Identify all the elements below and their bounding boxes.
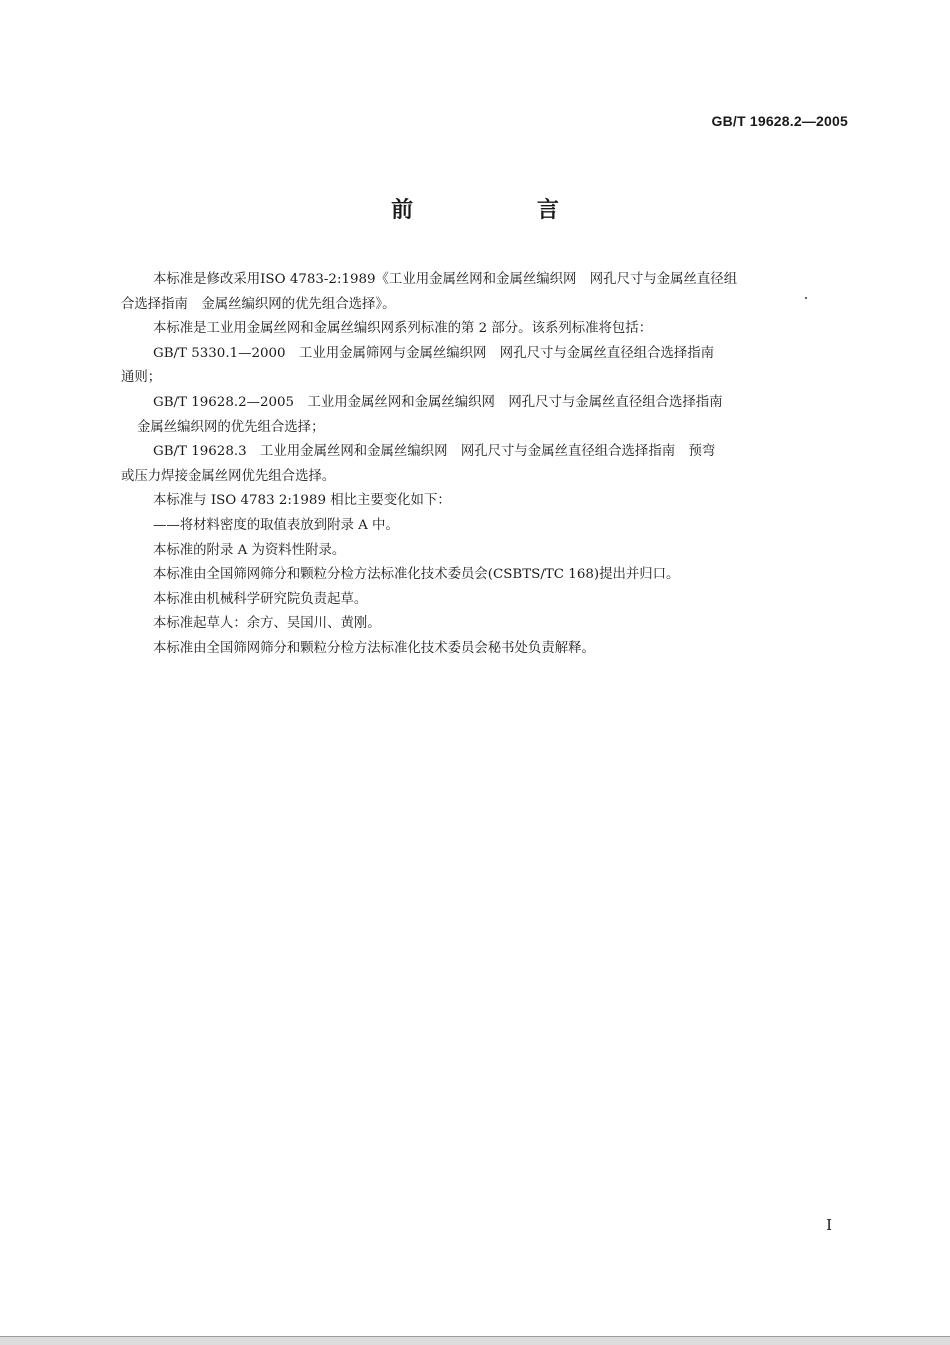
paragraph-series [121,317,849,342]
paragraph-changes [121,489,849,514]
page-number: I [826,1216,832,1234]
text-line: GB/T 19628.2—2005 工业用金属丝网和金属丝编织网 网孔尺寸与金属丝直径组合选择指南 [153,394,723,410]
paragraph-change-item [121,514,849,539]
paragraph-series-part1 [121,342,849,391]
paragraph-interpretation [121,637,849,662]
foreword-body [121,268,849,662]
text-line: 或压力焊接金属丝网优先组合选择。 [121,468,336,484]
text-line: 本标准是修改采用ISO 4783-2:1989《工业用金属丝网和金属丝编织网 网孔尺寸与金属丝直径组 [153,272,738,287]
paragraph-annex [121,539,849,564]
text-line: 本标准由机械科学研究院负责起草。 [153,591,368,607]
text-line: 本标准与 ISO 4783 2:1989 相比主要变化如下： [153,493,451,509]
page-title: 前 言 [391,198,617,223]
text-line: 本标准由全国筛网筛分和颗粒分检方法标准化技术委员会秘书处负责解释。 [153,640,595,656]
paragraph-drafting-org [121,588,849,613]
paragraph-adoption [121,268,849,317]
paragraph-proposer [121,563,849,588]
text-line: 本标准的附录 A 为资料性附录。 [153,542,346,558]
text-line: 合选择指南 金属丝编织网的优先组合选择》。 [121,296,396,312]
paragraph-series-part2 [121,391,849,440]
text-line: 本标准起草人：余方、吴国川、黄刚。 [153,616,381,632]
text-line: GB/T 19628.3 工业用金属丝网和金属丝编织网 网孔尺寸与金属丝直径组合选择指南 预弯 [153,444,716,460]
text-line: 本标准由全国筛网筛分和颗粒分检方法标准化技术委员会(CSBTS/TC 168)提出并归口。 [153,567,680,583]
standard-code: GB/T 19628.2—2005 [711,113,848,129]
text-line: 通则； [121,370,162,386]
text-line: ——将材料密度的取值表放到附录 A 中。 [153,517,399,533]
text-line: 本标准是工业用金属丝网和金属丝编织网系列标准的第 2 部分。该系列标准将包括： [153,321,653,337]
paragraph-series-part3 [121,440,849,489]
text-line: 金属丝编织网的优先组合选择； [137,419,325,435]
paragraph-drafters [121,612,849,637]
text-line: GB/T 5330.1—2000 工业用金属筛网与金属丝编织网 网孔尺寸与金属丝直径组合选择指南 [153,345,715,361]
